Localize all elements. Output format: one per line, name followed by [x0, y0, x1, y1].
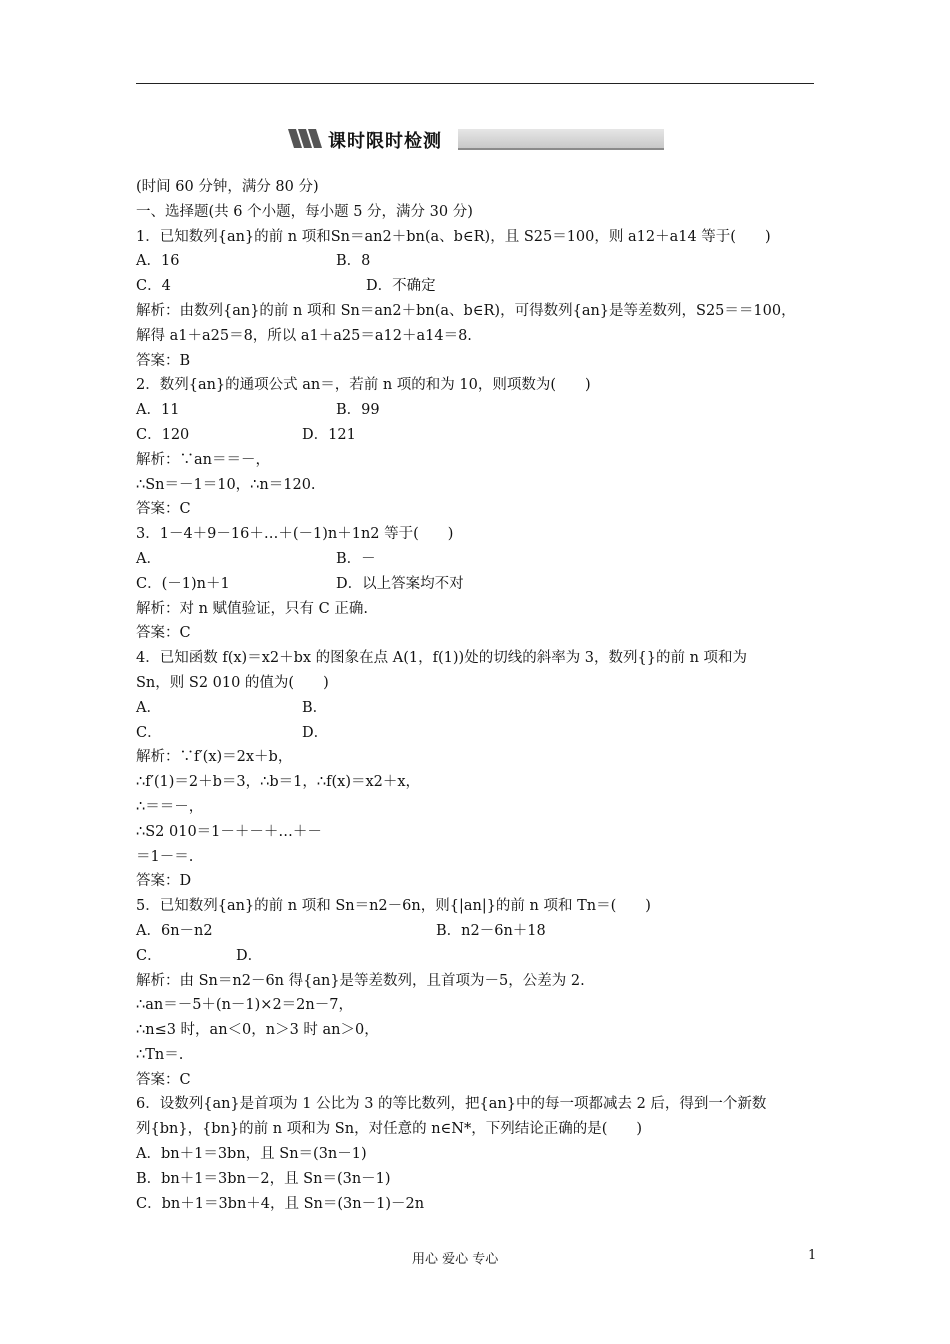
line-text: A．11 — [136, 402, 180, 419]
text-line — [136, 572, 816, 597]
line-text: ∴Tn＝. — [136, 1046, 184, 1063]
text-line — [136, 349, 816, 374]
line-text: A．bn＋1＝3bn，且 Sn＝(3n－1) — [136, 1146, 367, 1163]
text-line — [136, 522, 816, 547]
line-text: 4．已知函数 f(x)＝x2＋bx 的图象在点 A(1，f(1))处的切线的斜率为 3，数列{}的前 n 项和为 — [136, 650, 748, 667]
line-text: 解析：∵f′(x)＝2x＋b， — [136, 749, 293, 766]
text-line — [136, 1018, 816, 1043]
section-banner — [288, 126, 664, 151]
text-line — [136, 373, 816, 398]
text-line — [136, 1167, 816, 1192]
text-line — [136, 919, 816, 944]
option-text: B．n2－6n＋18 — [436, 922, 546, 939]
line-text: 解析：对 n 赋值验证，只有 C 正确. — [136, 600, 368, 617]
option-text: D．121 — [302, 426, 356, 443]
line-text: 解析：由 Sn＝n2－6n 得{an}是等差数列，且首项为－5，公差为 2. — [136, 972, 585, 989]
line-text: 3．1－4＋9－16＋…＋(－1)n＋1n2 等于( ) — [136, 526, 454, 543]
top-rule — [136, 83, 814, 84]
text-line — [136, 249, 816, 274]
line-text: C．120 — [136, 426, 190, 443]
line-text: ∴S2 010＝1－＋－＋…＋－ — [136, 823, 322, 840]
text-line — [136, 696, 816, 721]
text-line — [136, 646, 816, 671]
text-line — [136, 200, 816, 225]
line-text: 答案：C — [136, 501, 191, 518]
text-line — [136, 473, 816, 498]
line-text: ∴Sn＝－1＝10，∴n＝120. — [136, 476, 316, 493]
line-text: ∴n≤3 时，an＜0，n＞3 时 an＞0， — [136, 1022, 379, 1039]
text-line — [136, 274, 816, 299]
text-line — [136, 770, 816, 795]
line-text: C．bn＋1＝3bn＋4，且 Sn＝(3n－1)－2n — [136, 1195, 425, 1212]
page-number: 1 — [808, 1248, 817, 1263]
line-text: 列{bn}，{bn}的前 n 项和为 Sn，对任意的 n∈N*，下列结论正确的是( ) — [136, 1121, 643, 1138]
line-text: A．6n－n2 — [136, 922, 213, 939]
line-text: 2．数列{an}的通项公式 an＝，若前 n 项的和为 10，则项数为( ) — [136, 377, 591, 394]
line-text: 答案：C — [136, 625, 191, 642]
text-line — [136, 845, 816, 870]
text-line — [136, 398, 816, 423]
text-line — [136, 497, 816, 522]
text-line — [136, 597, 816, 622]
line-text: A．16 — [136, 253, 180, 270]
text-line — [136, 299, 816, 324]
text-line — [136, 1192, 816, 1217]
option-text: D． — [236, 947, 263, 964]
line-text: 解析：∵an＝＝－， — [136, 451, 270, 468]
text-line — [136, 175, 816, 200]
text-line — [136, 944, 816, 969]
line-text: C．(－1)n＋1 — [136, 575, 230, 592]
line-text: 5．已知数列{an}的前 n 项和 Sn＝n2－6n，则{|an|}的前 n 项和 Tn＝( ) — [136, 898, 651, 915]
text-line — [136, 423, 816, 448]
document-body — [136, 175, 816, 1216]
text-line — [136, 1092, 816, 1117]
text-line — [136, 448, 816, 473]
banner-grey-bar — [458, 129, 664, 150]
line-text: 解得 a1＋a25＝8，所以 a1＋a25＝a12＋a14＝8. — [136, 327, 472, 344]
line-text: C． — [136, 947, 162, 964]
option-text: B． — [302, 699, 328, 716]
option-text: D．以上答案均不对 — [336, 575, 464, 592]
line-text: 答案：B — [136, 352, 191, 369]
stripes-logo-icon — [288, 126, 328, 151]
option-text: D．不确定 — [366, 278, 436, 295]
option-text: D． — [302, 724, 329, 741]
text-line — [136, 969, 816, 994]
option-text: B．8 — [336, 253, 371, 270]
line-text: Sn，则 S2 010 的值为( ) — [136, 674, 329, 691]
text-line — [136, 1142, 816, 1167]
text-line — [136, 745, 816, 770]
line-text: 6．设数列{an}是首项为 1 公比为 3 的等比数列，把{an}中的每一项都减去 2 后，得到一个新数 — [136, 1096, 767, 1113]
footer-slogan: 用心 爱心 专心 — [412, 1252, 499, 1267]
text-line — [136, 795, 816, 820]
text-line — [136, 671, 816, 696]
text-line — [136, 324, 816, 349]
text-line — [136, 1117, 816, 1142]
text-line — [136, 869, 816, 894]
line-text: 答案：C — [136, 1071, 191, 1088]
text-line — [136, 547, 816, 572]
line-text: (时间 60 分钟，满分 80 分) — [136, 179, 319, 195]
text-line — [136, 721, 816, 746]
line-text: 一、选择题(共 6 个小题，每小题 5 分，满分 30 分) — [136, 203, 473, 220]
line-text: ＝1－＝. — [136, 848, 194, 865]
section-title: 课时限时检测 — [328, 131, 442, 152]
line-text: A． — [136, 699, 161, 716]
line-text: C． — [136, 724, 162, 741]
text-line — [136, 1043, 816, 1068]
text-line — [136, 225, 816, 250]
line-text: 解析：由数列{an}的前 n 项和 Sn＝an2＋bn(a、b∈R)，可得数列{an}是等差数列，S25＝＝100， — [136, 302, 796, 319]
line-text: A． — [136, 550, 161, 567]
line-text: 1．已知数列{an}的前 n 项和Sn＝an2＋bn(a、b∈R)，且 S25＝100，则 a12＋a14 等于( ) — [136, 228, 771, 245]
line-text: C．4 — [136, 278, 171, 295]
line-text: ∴an＝－5＋(n－1)×2＝2n－7， — [136, 997, 353, 1014]
text-line — [136, 621, 816, 646]
text-line — [136, 993, 816, 1018]
line-text: ∴＝＝－， — [136, 798, 204, 815]
text-line — [136, 894, 816, 919]
line-text: B．bn＋1＝3bn－2，且 Sn＝(3n－1) — [136, 1170, 391, 1187]
text-line — [136, 820, 816, 845]
option-text: B．－ — [336, 550, 376, 567]
line-text: 答案：D — [136, 873, 192, 890]
line-text: ∴f′(1)＝2＋b＝3，∴b＝1，∴f(x)＝x2＋x， — [136, 774, 421, 791]
text-line — [136, 1068, 816, 1093]
option-text: B．99 — [336, 402, 380, 419]
